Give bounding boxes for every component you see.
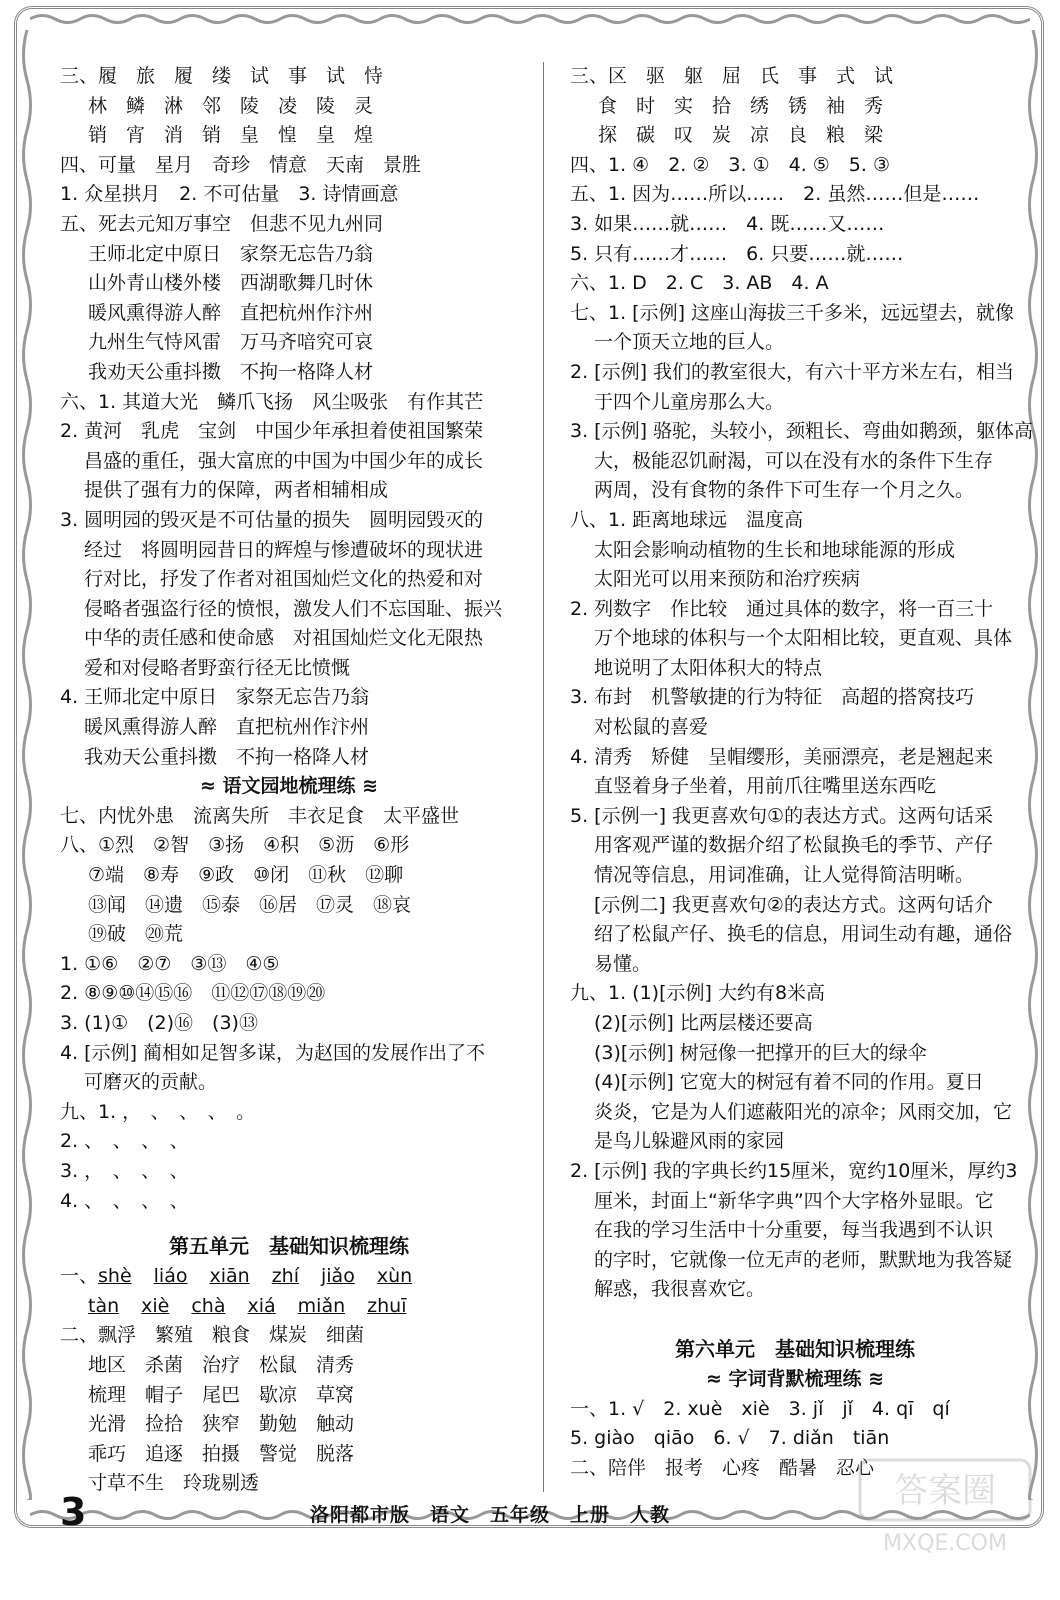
left-wave-border	[20, 30, 34, 1500]
answer-line: 暖风熏得游人醉 直把杭州作汴州	[84, 716, 370, 739]
answer-line: 二、飘浮 繁殖 粮食 煤炭 细菌	[60, 1324, 365, 1347]
pinyin-answer: tàn	[88, 1294, 120, 1317]
pinyin-row	[60, 1262, 518, 1292]
answer-line: 对松鼠的喜爱	[594, 716, 709, 739]
right-answer-lines	[570, 62, 1034, 1305]
answer-line: 五、1. 因为……所以…… 2. 虽然……但是……	[570, 183, 980, 206]
answer-line: 3. (1)① (2)⑯ (3)⑬	[60, 1012, 258, 1034]
answer-line: 3. 如果……就…… 4. 既……又……	[570, 212, 885, 235]
answer-line: 4. 、 、 、 、	[60, 1189, 189, 1212]
answer-line: 两周，没有食物的条件下可生存一个月之久。	[594, 479, 975, 502]
pinyin-answer: xiè	[141, 1294, 170, 1317]
answer-line: 3. [示例] 骆驼，头较小，颈粗长、弯曲如鹅颈，躯体高	[570, 420, 1034, 443]
edition-info: 洛阳都市版 语文 五年级 上册 人教	[310, 1504, 671, 1526]
answer-line: (4)[示例] 它宽大的树冠有着不同的作用。夏日	[594, 1071, 984, 1094]
left-column	[60, 62, 518, 1499]
answer-line: 九、1. (1)[示例] 大约有8米高	[570, 982, 826, 1005]
page-number: 3	[60, 1490, 87, 1534]
answer-line: 4. 王师北定中原日 家祭无忘告乃翁	[60, 686, 370, 709]
answer-line: 的字时，它就像一位无声的老师，默默地为我答疑	[594, 1248, 1013, 1271]
answer-line: 光滑 捡拾 狭窄 勤勉 触动	[88, 1413, 355, 1436]
answer-line: 可磨灭的贡献。	[84, 1071, 218, 1094]
answer-line: 2. ⑧⑨⑩⑭⑮⑯ ⑪⑫⑰⑱⑲⑳	[60, 982, 326, 1005]
answer-line: 太阳会影响动植物的生长和地球能源的形成	[594, 538, 956, 561]
unit6-title: 第六单元 基础知识梳理练	[675, 1336, 915, 1361]
answer-line: 5. giào qiāo 6. √ 7. diǎn tiān	[570, 1427, 890, 1450]
answer-line: 中华的责任感和使命感 对祖国灿烂文化无限热	[84, 627, 484, 650]
answer-line: 侵略者强盗行径的愤恨，激发人们不忘国耻、振兴	[84, 597, 503, 620]
answer-line: 3. 圆明园的毁灭是不可估量的损失 圆明园毁灭的	[60, 508, 484, 531]
answer-line: 昌盛的重任，强大富庶的中国为中国少年的成长	[84, 449, 484, 472]
answer-line: 我劝天公重抖擞 不拘一格降人材	[88, 360, 374, 383]
answer-line: 4. 清秀 矫健 呈帽缨形，美丽漂亮，老是翘起来	[570, 745, 994, 768]
answer-line: 地说明了太阳体积大的特点	[594, 656, 823, 679]
answer-line: 探 碳 叹 炭 凉 良 粮 梁	[598, 124, 884, 147]
watermark-logo	[850, 1450, 1040, 1570]
answer-line: 2. [示例] 我的字典长约15厘米，宽约10厘米，厚约3	[570, 1159, 1018, 1182]
answer-line: 七、1. [示例] 这座山海拔三千多米，远远望去，就像	[570, 301, 1015, 324]
answer-line: (3)[示例] 树冠像一把撑开的巨大的绿伞	[594, 1041, 927, 1064]
answer-line: 林 鳞 淋 邻 陵 凌 陵 灵	[88, 94, 374, 117]
answer-line: 情况等信息，用词准确，让人觉得简洁明晰。	[594, 864, 975, 887]
pinyin-answer: zhuī	[367, 1294, 407, 1317]
answer-line: 2. 黄河 乳虎 宝剑 中国少年承担着使祖国繁荣	[60, 420, 484, 443]
answer-line: ⑲破 ⑳荒	[88, 923, 184, 946]
left-tail-lines	[60, 1321, 518, 1499]
answer-line: (2)[示例] 比两层楼还要高	[594, 1012, 813, 1034]
answer-line: 3. 布封 机警敏捷的行为特征 高超的搭窝技巧	[570, 686, 975, 709]
answer-line: 2. [示例] 我们的教室很大，有六十平方米左右，相当	[570, 360, 1015, 383]
top-wave-border	[30, 12, 1030, 26]
answer-line: 九、1. ， 、 、 、 。	[60, 1100, 256, 1123]
pinyin-answer: xiān	[209, 1265, 250, 1288]
answer-line: 食 时 实 拾 绣 锈 袖 秀	[598, 94, 884, 117]
answer-line: 八、①烈 ②智 ③扬 ④积 ⑤沥 ⑥形	[60, 834, 410, 857]
right-column	[570, 62, 1034, 1483]
answer-line: 六、1. D 2. C 3. AB 4. A	[570, 272, 829, 295]
answer-line: 二、陪伴 报考 心疼 酷暑 忍心	[570, 1456, 875, 1479]
answer-line: 行对比，抒发了作者对祖国灿烂文化的热爱和对	[84, 568, 484, 591]
answer-line: 王师北定中原日 家祭无忘告乃翁	[88, 242, 374, 265]
unit6-subtitle: ≈ 字词背默梳理练 ≋	[705, 1367, 885, 1390]
right-wave-border	[1026, 30, 1040, 1500]
pinyin-answer: chà	[191, 1294, 226, 1317]
answer-line: 寸草不生 玲珑剔透	[88, 1472, 260, 1495]
answer-line: ⑬闻 ⑭遗 ⑮泰 ⑯居 ⑰灵 ⑱哀	[88, 893, 412, 916]
answer-line: ⑦端 ⑧寿 ⑨政 ⑩闭 ⑪秋 ⑫聊	[88, 864, 404, 887]
answer-line: 提供了强有力的保障，两者相辅相成	[84, 479, 389, 502]
pinyin-answer: jiǎo	[321, 1265, 355, 1288]
section-heading: ≈ 语文园地梳理练 ≋	[199, 775, 379, 798]
pinyin-answers	[60, 1262, 518, 1321]
answer-line: 太阳光可以用来预防和治疗疾病	[594, 568, 861, 591]
answer-line: 厘米，封面上“新华字典”四个大字格外显眼。它	[594, 1189, 994, 1212]
answer-line: 九州生气恃风雷 万马齐喑究可哀	[88, 331, 374, 354]
answer-line: 大，极能忍饥耐渴，可以在没有水的条件下生存	[594, 449, 994, 472]
answer-line: 在我的学习生活中十分重要，每当我遇到不认识	[594, 1219, 994, 1242]
answer-line: 1. ①⑥ ②⑦ ③⑬ ④⑤	[60, 952, 280, 975]
answer-line: 四、可量 星月 奇珍 情意 天南 景胜	[60, 153, 422, 176]
answer-line: 4. [示例] 蔺相如足智多谋，为赵国的发展作出了不	[60, 1041, 486, 1064]
unit5-title: 第五单元 基础知识梳理练	[169, 1234, 409, 1259]
column-divider	[543, 62, 544, 1492]
answer-line: 于四个儿童房那么大。	[594, 390, 785, 413]
pinyin-answer: xùn	[376, 1265, 413, 1288]
answer-line: 地区 杀菌 治疗 松鼠 清秀	[88, 1353, 355, 1376]
answer-line: 乖巧 追逐 拍摄 警觉 脱落	[88, 1442, 355, 1465]
answer-line: 绍了松鼠产仔、换毛的信息，用词生动有趣，通俗	[594, 923, 1013, 946]
answer-line: 七、内忧外患 流离失所 丰衣足食 太平盛世	[60, 804, 460, 827]
answer-line: 爱和对侵略者野蛮行径无比愤慨	[84, 656, 351, 679]
answer-line: 五、死去元知万事空 但悲不见九州同	[60, 212, 384, 235]
pinyin-answer: xiá	[247, 1294, 276, 1317]
pinyin-answer: zhí	[271, 1265, 299, 1288]
answer-line: 一个顶天立地的巨人。	[594, 331, 785, 354]
left-answer-lines	[60, 62, 518, 1216]
pinyin-row	[60, 1292, 518, 1322]
answer-line: 梳理 帽子 尾巴 歇凉 草窝	[88, 1383, 355, 1406]
answer-line: 我劝天公重抖擞 不拘一格降人材	[84, 745, 370, 768]
answer-line: 是鸟儿躲避风雨的家园	[594, 1130, 785, 1153]
answer-line: 用客观严谨的数据介绍了松鼠换毛的季节、产仔	[594, 834, 994, 857]
answer-line: 5. 只有……才…… 6. 只要……就……	[570, 242, 904, 265]
answer-line: 八、1. 距离地球远 温度高	[570, 508, 804, 531]
answer-line: 直竖着身子坐着，用前爪往嘴里送东西吃	[594, 775, 937, 798]
answer-line: 暖风熏得游人醉 直把杭州作汴州	[88, 301, 374, 324]
answer-line: 3. ， 、 、 、	[60, 1159, 189, 1182]
pinyin-answer: liáo	[153, 1265, 188, 1288]
answer-line: 三、区 驱 躯 屈 氏 事 式 试	[570, 65, 894, 87]
answer-line: 四、1. ④ 2. ② 3. ① 4. ⑤ 5. ③	[570, 153, 891, 176]
answer-line: 1. 众星拱月 2. 不可估量 3. 诗情画意	[60, 183, 399, 206]
answer-line: 炎炎，它是为人们遮蔽阳光的凉伞；风雨交加，它	[594, 1100, 1013, 1123]
answer-line: 解惑，我很喜欢它。	[594, 1278, 766, 1301]
answer-line: 2. 、 、 、 、	[60, 1130, 189, 1153]
answer-line: 经过 将圆明园昔日的辉煌与惨遭破坏的现状进	[84, 538, 484, 561]
answer-line: 六、1. 其道大光 鳞爪飞扬 风尘吸张 有作其芒	[60, 390, 484, 413]
answer-line: 5. [示例一] 我更喜欢句①的表达方式。这两句话采	[570, 804, 994, 827]
pinyin-prefix: 一、	[60, 1265, 99, 1288]
answer-line: 山外青山楼外楼 西湖歌舞几时休	[88, 272, 374, 295]
answer-line: [示例二] 我更喜欢句②的表达方式。这两句话介	[594, 893, 993, 916]
pinyin-answer: miǎn	[297, 1294, 346, 1317]
answer-line: 2. 列数字 作比较 通过具体的数字，将一百三十	[570, 597, 994, 620]
answer-line: 三、履 旅 履 缕 试 事 试 恃	[60, 65, 384, 87]
pinyin-answer: shè	[98, 1265, 132, 1288]
answer-line: 易懂。	[594, 952, 652, 975]
answer-line: 万个地球的体积与一个太阳相比较，更直观、具体	[594, 627, 1013, 650]
answer-line: 销 宵 消 销 皇 惶 皇 煌	[88, 124, 374, 147]
watermark-bottom: MXQE.COM	[883, 1531, 1007, 1556]
watermark-top: 答案圈	[894, 1471, 996, 1511]
answer-line: 一、1. √ 2. xuè xiè 3. jǐ jǐ 4. qī qí	[570, 1397, 950, 1420]
